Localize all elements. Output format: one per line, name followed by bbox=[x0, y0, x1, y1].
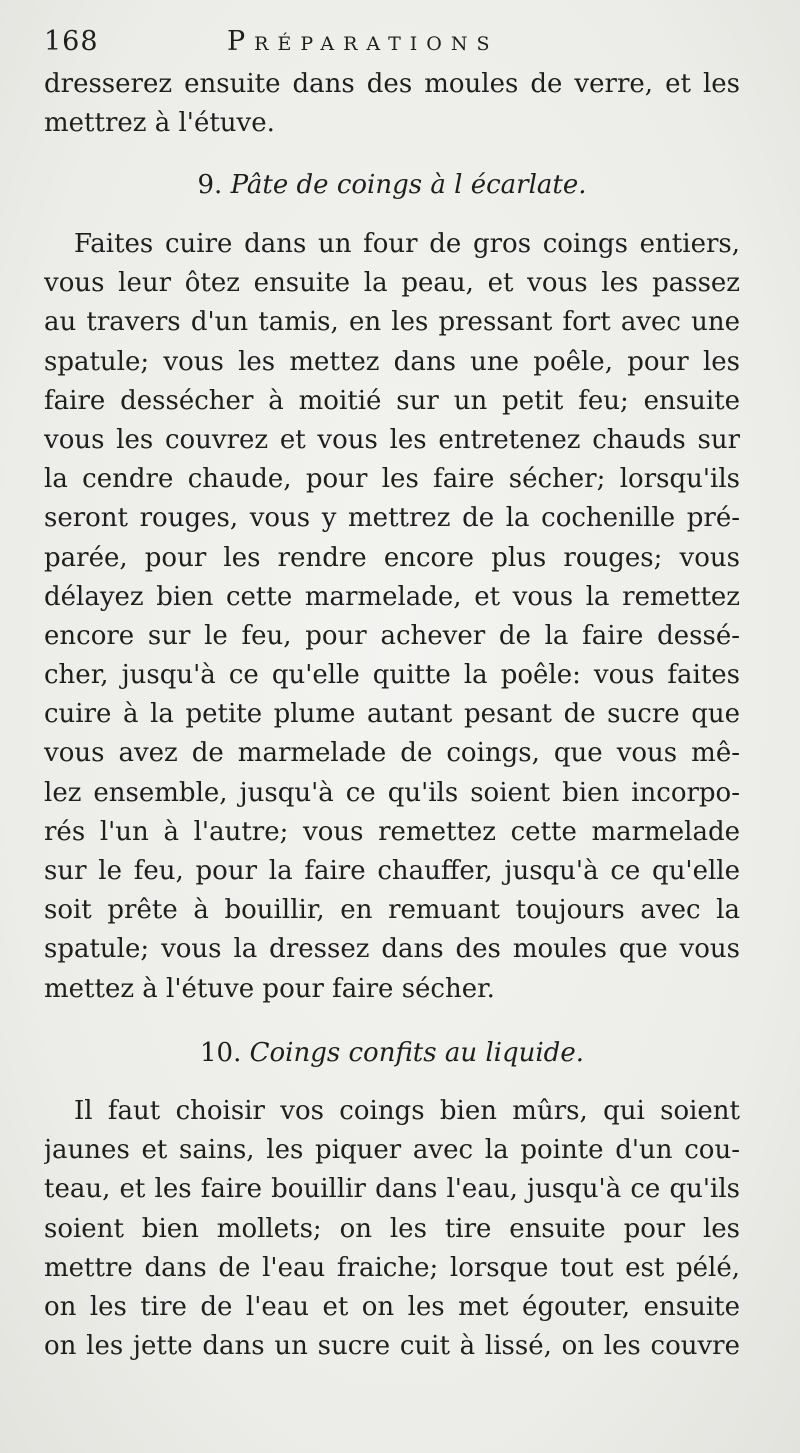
text-line: spatule; vous la dressez dans des moules que vous bbox=[44, 934, 740, 965]
text-line: la cendre chaude, pour les faire sécher; lorsqu'ils bbox=[44, 464, 740, 495]
text-line: mettez à l'étuve pour faire sécher. bbox=[44, 973, 495, 1004]
section-10-paragraph bbox=[44, 1092, 740, 1366]
text-line: Faites cuire dans un four de gros coings entiers, bbox=[74, 229, 740, 259]
text-line: teau, et les faire bouillir dans l'eau, jusqu'à ce qu'ils bbox=[44, 1174, 740, 1205]
text-line: rés l'un à l'autre; vous remettez cette marmelade bbox=[44, 816, 740, 847]
text-line: Il faut choisir vos coings bien mûrs, qui soient bbox=[74, 1096, 740, 1126]
text-line: vous les couvrez et vous les entretenez chauds sur bbox=[44, 424, 740, 455]
text-line: vous avez de marmelade de coings, que vous mê- bbox=[44, 738, 740, 769]
text-line: on les tire de l'eau et on les met égouter, ensuite bbox=[44, 1291, 740, 1322]
text-line: lez ensemble, jusqu'à ce qu'ils soient bien incorpo- bbox=[44, 777, 740, 808]
section-10-heading bbox=[44, 1033, 740, 1073]
section-number: 9. bbox=[197, 170, 223, 200]
section-number: 10. bbox=[200, 1038, 242, 1068]
text-line: soit prête à bouillir, en remuant toujours avec la bbox=[44, 895, 740, 926]
text-line: soient bien mollets; on les tire ensuite pour les bbox=[44, 1213, 740, 1244]
text-line: délayez bien cette marmelade, et vous la remettez bbox=[44, 581, 740, 612]
text-line: encore sur le feu, pour achever de la faire dessé- bbox=[44, 620, 740, 651]
text-line: seront rouges, vous y mettrez de la cochenille pré- bbox=[44, 503, 740, 534]
text-line: au travers d'un tamis, en les pressant fort avec une bbox=[44, 307, 740, 338]
text-line: parée, pour les rendre encore plus rouges; vous bbox=[44, 542, 740, 573]
text-line: faire dessécher à moitié sur un petit feu; ensuite bbox=[44, 385, 740, 416]
top-paragraph bbox=[44, 65, 740, 143]
text-line: dresserez ensuite dans des moules de verre, et les bbox=[44, 69, 740, 99]
section-title: Pâte de coings à l écarlate. bbox=[230, 170, 587, 200]
text-line: jaunes et sains, les piquer avec la pointe d'un cou- bbox=[44, 1135, 740, 1166]
page-number: 168 bbox=[44, 26, 99, 57]
text-line: mettrez à l'étuve. bbox=[44, 108, 275, 139]
section-9-paragraph bbox=[44, 225, 740, 1009]
text-line: cuire à la petite plume autant pesant de sucre que bbox=[44, 699, 740, 730]
text-line: vous leur ôtez ensuite la peau, et vous les passez bbox=[44, 268, 740, 299]
section-9-heading bbox=[44, 165, 740, 205]
text-line: mettre dans de l'eau fraiche; lorsque tout est pélé, bbox=[44, 1252, 740, 1283]
text-line: sur le feu, pour la faire chauffer, jusqu'à ce qu'elle bbox=[44, 856, 740, 886]
text-line: on les jette dans un sucre cuit à lissé, on les couvre bbox=[44, 1331, 740, 1362]
text-line: cher, jusqu'à ce qu'elle quitte la poêle: vous faites bbox=[44, 660, 740, 691]
section-title: Coings confits au liquide. bbox=[249, 1038, 584, 1068]
running-title: Préparations bbox=[227, 26, 499, 57]
text-line: spatule; vous les mettez dans une poêle, pour les bbox=[44, 346, 740, 377]
page-header bbox=[44, 22, 784, 62]
